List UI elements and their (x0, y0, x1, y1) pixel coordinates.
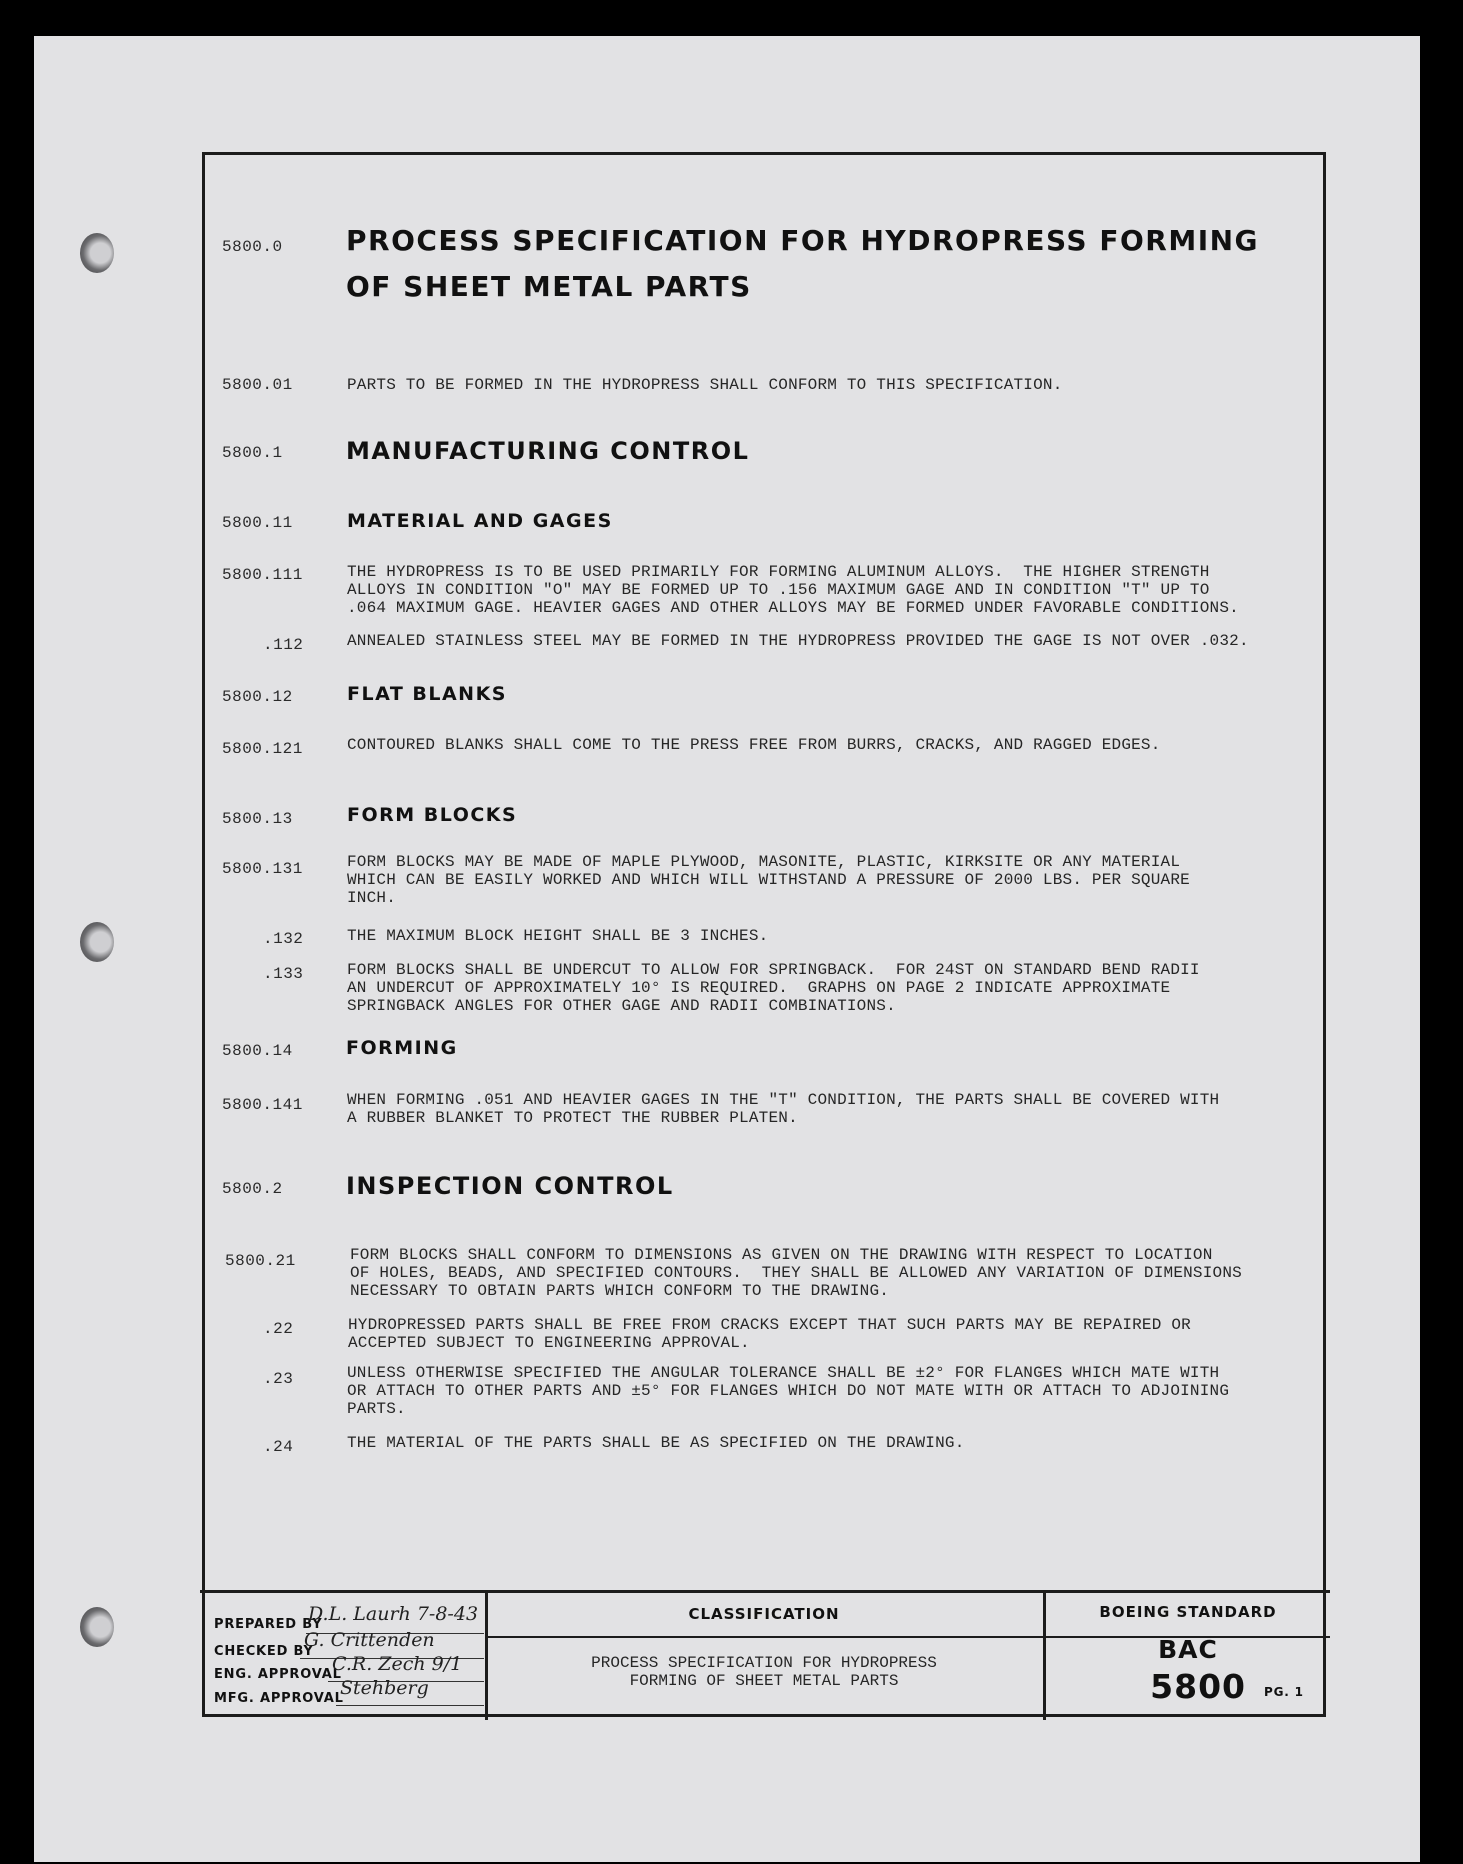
paragraph-number: .133 (263, 965, 304, 983)
section-heading: FLAT BLANKS (347, 683, 507, 705)
checked-by-label: CHECKED BY (214, 1644, 314, 1659)
binder-hole (80, 233, 114, 273)
section-heading: MANUFACTURING CONTROL (346, 437, 750, 465)
paragraph-text: THE HYDROPRESS IS TO BE USED PRIMARILY FOR FORMING ALUMINUM ALLOYS. THE HIGHER STRENGTH ALLOYS IN CONDITION "O" MAY BE FORMED UP TO .156 MAXIMUM GAGE AND IN CONDITION "T" UP TO .064 MAXIMUM GAGE. HEAVIER GAGES AND OTHER ALLOYS MAY BE FORMED UNDER FAVORABLE CONDITIONS. (347, 563, 1239, 617)
document-prefix: BAC (1158, 1635, 1218, 1664)
section-heading: MATERIAL AND GAGES (347, 510, 613, 532)
paragraph-number: 5800.141 (222, 1096, 303, 1114)
document-description: PROCESS SPECIFICATION FOR HYDROPRESS FORMING OF SHEET METAL PARTS (591, 1654, 937, 1690)
paragraph-number: 5800.131 (222, 860, 303, 878)
paragraph-text: HYDROPRESSED PARTS SHALL BE FREE FROM CRACKS EXCEPT THAT SUCH PARTS MAY BE REPAIRED OR ACCEPTED SUBJECT TO ENGINEERING APPROVAL. (348, 1316, 1191, 1352)
paragraph-number: .23 (263, 1370, 294, 1388)
mfg-approval-signature: Stehberg (340, 1677, 429, 1699)
paragraph-number: 5800.21 (225, 1252, 296, 1270)
title-line-2: OF SHEET METAL PARTS (346, 270, 752, 303)
section-heading: FORM BLOCKS (347, 804, 518, 826)
paragraph-text: WHEN FORMING .051 AND HEAVIER GAGES IN THE "T" CONDITION, THE PARTS SHALL BE COVERED WITH A RUBBER BLANKET TO PROTECT THE RUBBER PLATEN. (347, 1091, 1220, 1127)
prepared-by-signature: D.L. Laurh 7-8-43 (308, 1603, 479, 1625)
document-title (346, 218, 1259, 310)
section-number: 5800.12 (222, 688, 293, 706)
paragraph-text: THE MATERIAL OF THE PARTS SHALL BE AS SPECIFIED ON THE DRAWING. (347, 1434, 965, 1452)
title-block (200, 1590, 1330, 1720)
paragraph-text: CONTOURED BLANKS SHALL COME TO THE PRESS FREE FROM BURRS, CRACKS, AND RAGGED EDGES. (347, 736, 1161, 754)
paragraph-number: 5800.01 (222, 376, 293, 394)
eng-approval-signature: C.R. Zech 9/1 (332, 1653, 463, 1675)
paragraph-number: .112 (263, 636, 304, 654)
paragraph-text: FORM BLOCKS SHALL BE UNDERCUT TO ALLOW FOR SPRINGBACK. FOR 24ST ON STANDARD BEND RADII AN UNDERCUT OF APPROXIMATELY 10° IS REQUIRED. GRAPHS ON PAGE 2 INDICATE APPROXIMATE SPRINGBACK ANGLES FOR OTHER GAGE AND RADII COMBINATIONS. (347, 961, 1200, 1015)
paragraph-text: PARTS TO BE FORMED IN THE HYDROPRESS SHALL CONFORM TO THIS SPECIFICATION. (347, 376, 1063, 394)
eng-approval-label: ENG. APPROVAL (214, 1667, 342, 1682)
section-number: 5800.13 (222, 810, 293, 828)
section-number: 5800.14 (222, 1042, 293, 1060)
paragraph-number: 5800.121 (222, 740, 303, 758)
paragraph-number: .22 (263, 1320, 294, 1338)
section-number: 5800.1 (222, 444, 283, 462)
paragraph-number: .132 (263, 930, 304, 948)
boeing-standard-label: BOEING STANDARD (1099, 1603, 1277, 1621)
paragraph-number: 5800.111 (222, 566, 303, 584)
binder-hole (80, 1607, 114, 1647)
page-number: PG. 1 (1264, 1685, 1304, 1699)
section-heading: INSPECTION CONTROL (346, 1172, 674, 1200)
mfg-approval-label: MFG. APPROVAL (214, 1691, 344, 1706)
paragraph-text: FORM BLOCKS MAY BE MADE OF MAPLE PLYWOOD, MASONITE, PLASTIC, KIRKSITE OR ANY MATERIAL WHICH CAN BE EASILY WORKED AND WHICH WILL WITHSTAND A PRESSURE OF 2000 LBS. PER SQUARE INCH. (347, 853, 1190, 907)
title-line-1: PROCESS SPECIFICATION FOR HYDROPRESS FORMING (346, 224, 1260, 257)
document-number: 5800 (1150, 1667, 1246, 1706)
paragraph-text: FORM BLOCKS SHALL CONFORM TO DIMENSIONS AS GIVEN ON THE DRAWING WITH RESPECT TO LOCATION OF HOLES, BEADS, AND SPECIFIED CONTOURS. THEY SHALL BE ALLOWED ANY VARIATION OF DIMENSIONS NECESSARY TO OBTAIN PARTS WHICH CONFORM TO THE DRAWING. (350, 1246, 1242, 1300)
signature-line (336, 1705, 484, 1706)
section-number: 5800.11 (222, 514, 293, 532)
paragraph-text: UNLESS OTHERWISE SPECIFIED THE ANGULAR TOLERANCE SHALL BE ±2° FOR FLANGES WHICH MATE WITH OR ATTACH TO OTHER PARTS AND ±5° FOR FLANGES WHICH DO NOT MATE WITH OR ATTACH TO ADJOINING PARTS. (347, 1364, 1230, 1418)
binder-hole (80, 922, 114, 962)
section-number: 5800.2 (222, 1180, 283, 1198)
paragraph-text: ANNEALED STAINLESS STEEL MAY BE FORMED IN THE HYDROPRESS PROVIDED THE GAGE IS NOT OVER .032. (347, 632, 1249, 650)
paragraph-number: .24 (263, 1438, 294, 1456)
checked-by-signature: G. Crittenden (304, 1629, 435, 1651)
paragraph-text: THE MAXIMUM BLOCK HEIGHT SHALL BE 3 INCHES. (347, 927, 769, 945)
section-heading: FORMING (346, 1037, 458, 1059)
prepared-by-label: PREPARED BY (214, 1617, 323, 1632)
classification-label: CLASSIFICATION (688, 1605, 840, 1623)
section-number: 5800.0 (222, 238, 283, 256)
